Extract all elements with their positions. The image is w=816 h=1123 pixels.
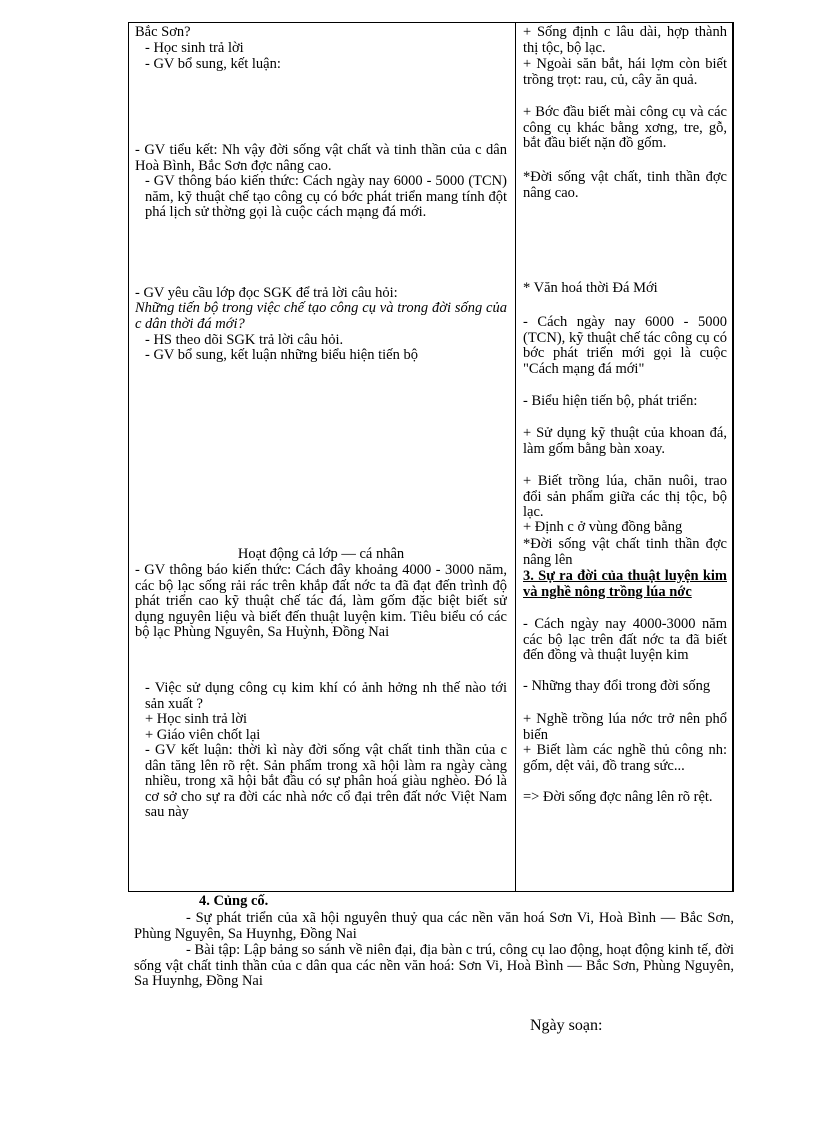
- text-gv-conclude-progress: - GV bổ sung, kết luận những biểu hiện tiến bộ: [145, 347, 418, 363]
- text-drilling-pottery: + Sử dụng kỹ thuật của khoan đá, làm gốm bằng bàn xoay.: [523, 425, 727, 457]
- text-gv-request: - GV yêu cầu lớp đọc SGK để trả lời câu hỏi:: [135, 285, 398, 301]
- text-plains-settlement: + Định c ở vùng đồng bằng: [523, 519, 683, 535]
- activity-heading: Hoạt động cả lớp — cá nhân: [237, 546, 405, 562]
- consolidation-item-1: - Sự phát triển của xã hội nguyên thuỷ qua các nền văn hoá Sơn Vi, Hoà Bình — Bắc Sơn, Phùng Nguyên, Sa Huynhg, Đồng Nai: [134, 910, 734, 942]
- text-life-changes: - Những thay đổi trong đời sống: [523, 678, 711, 694]
- text-student-answer: - Học sinh trả lời: [145, 40, 244, 56]
- text-gv-inform-neolithic: - GV thông báo kiến thức: Cách ngày nay 6000 - 5000 (TCN) năm, kỹ thuật chế tạo công cụ có bớc phát triển mang tính đột phá lịch sử thờng gọi là cuộc cách mạng đá mới.: [145, 173, 507, 220]
- consolidation-heading: 4. Củng cố.: [199, 893, 269, 909]
- text-neolithic-revolution: - Cách ngày nay 6000 - 5000 (TCN), kỹ thuật chế tác công cụ có bớc phát triển mới gọi là cuộc "Cách mạng đá mới": [523, 314, 727, 377]
- text-student-answer-2: + Học sinh trả lời: [145, 711, 248, 727]
- text-bac-son: Bắc Sơn?: [135, 24, 191, 40]
- text-gv-final-conclusion: - GV kết luận: thời kì này đời sống vật chất tinh thần của c dân tăng lên rõ rệt. Sản phẩm trong xã hội làm ra ngày càng nhiều, trong xã hội bắt đầu có sự phân hoá giàu nghèo. Đó là cơ sở cho sự ra đời các nhà nớc cổ đại trên đất nớc Việt Nam sau này: [145, 742, 507, 820]
- text-life-rose: => Đời sống đợc nâng lên rõ rệt.: [523, 789, 713, 805]
- text-bronze-metallurgy: - Cách ngày nay 4000-3000 năm các bộ lạc trên đất nớc ta đã biết đến đồng và thuật luyện kim: [523, 616, 727, 663]
- date-label: Ngày soạn:: [530, 1017, 603, 1034]
- text-question-italic: Những tiến bộ trong việc chế tạo công cụ và trong đời sống của c dân thời đá mới?: [135, 300, 507, 332]
- text-handicrafts: + Biết làm các nghề thủ công nh: gốm, dệt vải, đồ trang sức...: [523, 742, 727, 774]
- text-neolithic-culture: * Văn hoá thời Đá Mới: [523, 280, 658, 296]
- teacher-activity-column: [135, 23, 507, 891]
- text-life-raised: *Đời sống vật chất tinh thần đợc nâng lên: [523, 536, 727, 568]
- lesson-table: [128, 22, 734, 892]
- text-question-metal: - Việc sử dụng công cụ kim khí có ảnh hởng nh thế nào tới sản xuất ?: [145, 680, 507, 712]
- text-teacher-conclude: + Giáo viên chốt lại: [145, 727, 261, 743]
- consolidation-exercise: - Bài tập: Lập bảng so sánh về niên đại, địa bàn c trú, công cụ lao động, hoạt động kinh tế, đời sống vật chất tinh thần của c dân qua các nền văn hoá: Sơn Vi, Hoà Bình — Bắc Sơn, Phùng Nguyên, Sa Huynhg, Đồng Nai: [134, 942, 734, 989]
- text-progress: - Biểu hiện tiến bộ, phát triển:: [523, 393, 698, 409]
- text-gv-conclude: - GV bổ sung, kết luận:: [145, 56, 281, 72]
- text-wet-rice: + Nghề trồng lúa nớc trở nên phổ biến: [523, 711, 727, 743]
- column-divider: [515, 23, 516, 891]
- content-column: [523, 23, 727, 891]
- text-tools: + Bớc đầu biết mài công cụ và các công cụ khác bằng xơng, tre, gỗ, bắt đầu biết nặn đồ gốm.: [523, 104, 727, 151]
- text-rice-husbandry: + Biết trồng lúa, chăn nuôi, trao đổi sản phẩm giữa các thị tộc, bộ lạc.: [523, 473, 727, 520]
- text-hs-follow: - HS theo dõi SGK trả lời câu hỏi.: [145, 332, 344, 348]
- text-settled-life: + Sống định c lâu dài, hợp thành thị tộc, bộ lạc.: [523, 24, 727, 56]
- section-3-heading: 3. Sự ra đời của thuật luyện kim và nghề nông trồng lúa nớc: [523, 568, 727, 600]
- text-life-improved: *Đời sống vật chất, tinh thần đợc nâng cao.: [523, 169, 727, 201]
- text-gv-inform-metal: - GV thông báo kiến thức: Cách đây khoảng 4000 - 3000 năm, các bộ lạc sống rải rác trên khắp đất nớc ta đã đạt đến trình độ phát triển cao kỹ thuật chế tác đá, làm gốm đặc biệt biết sử dụng nguyên liệu và biết đến thuật luyện kim. Tiêu biểu có các bộ lạc Phùng Nguyên, Sa Huỳnh, Đồng Nai: [135, 562, 507, 640]
- text-farming: + Ngoài săn bắt, hái lợm còn biết trồng trọt: rau, củ, cây ăn quả.: [523, 56, 727, 88]
- text-gv-summary: - GV tiểu kết: Nh vậy đời sống vật chất và tinh thần của c dân Hoà Bình, Bắc Sơn đợc nâng cao.: [135, 142, 507, 174]
